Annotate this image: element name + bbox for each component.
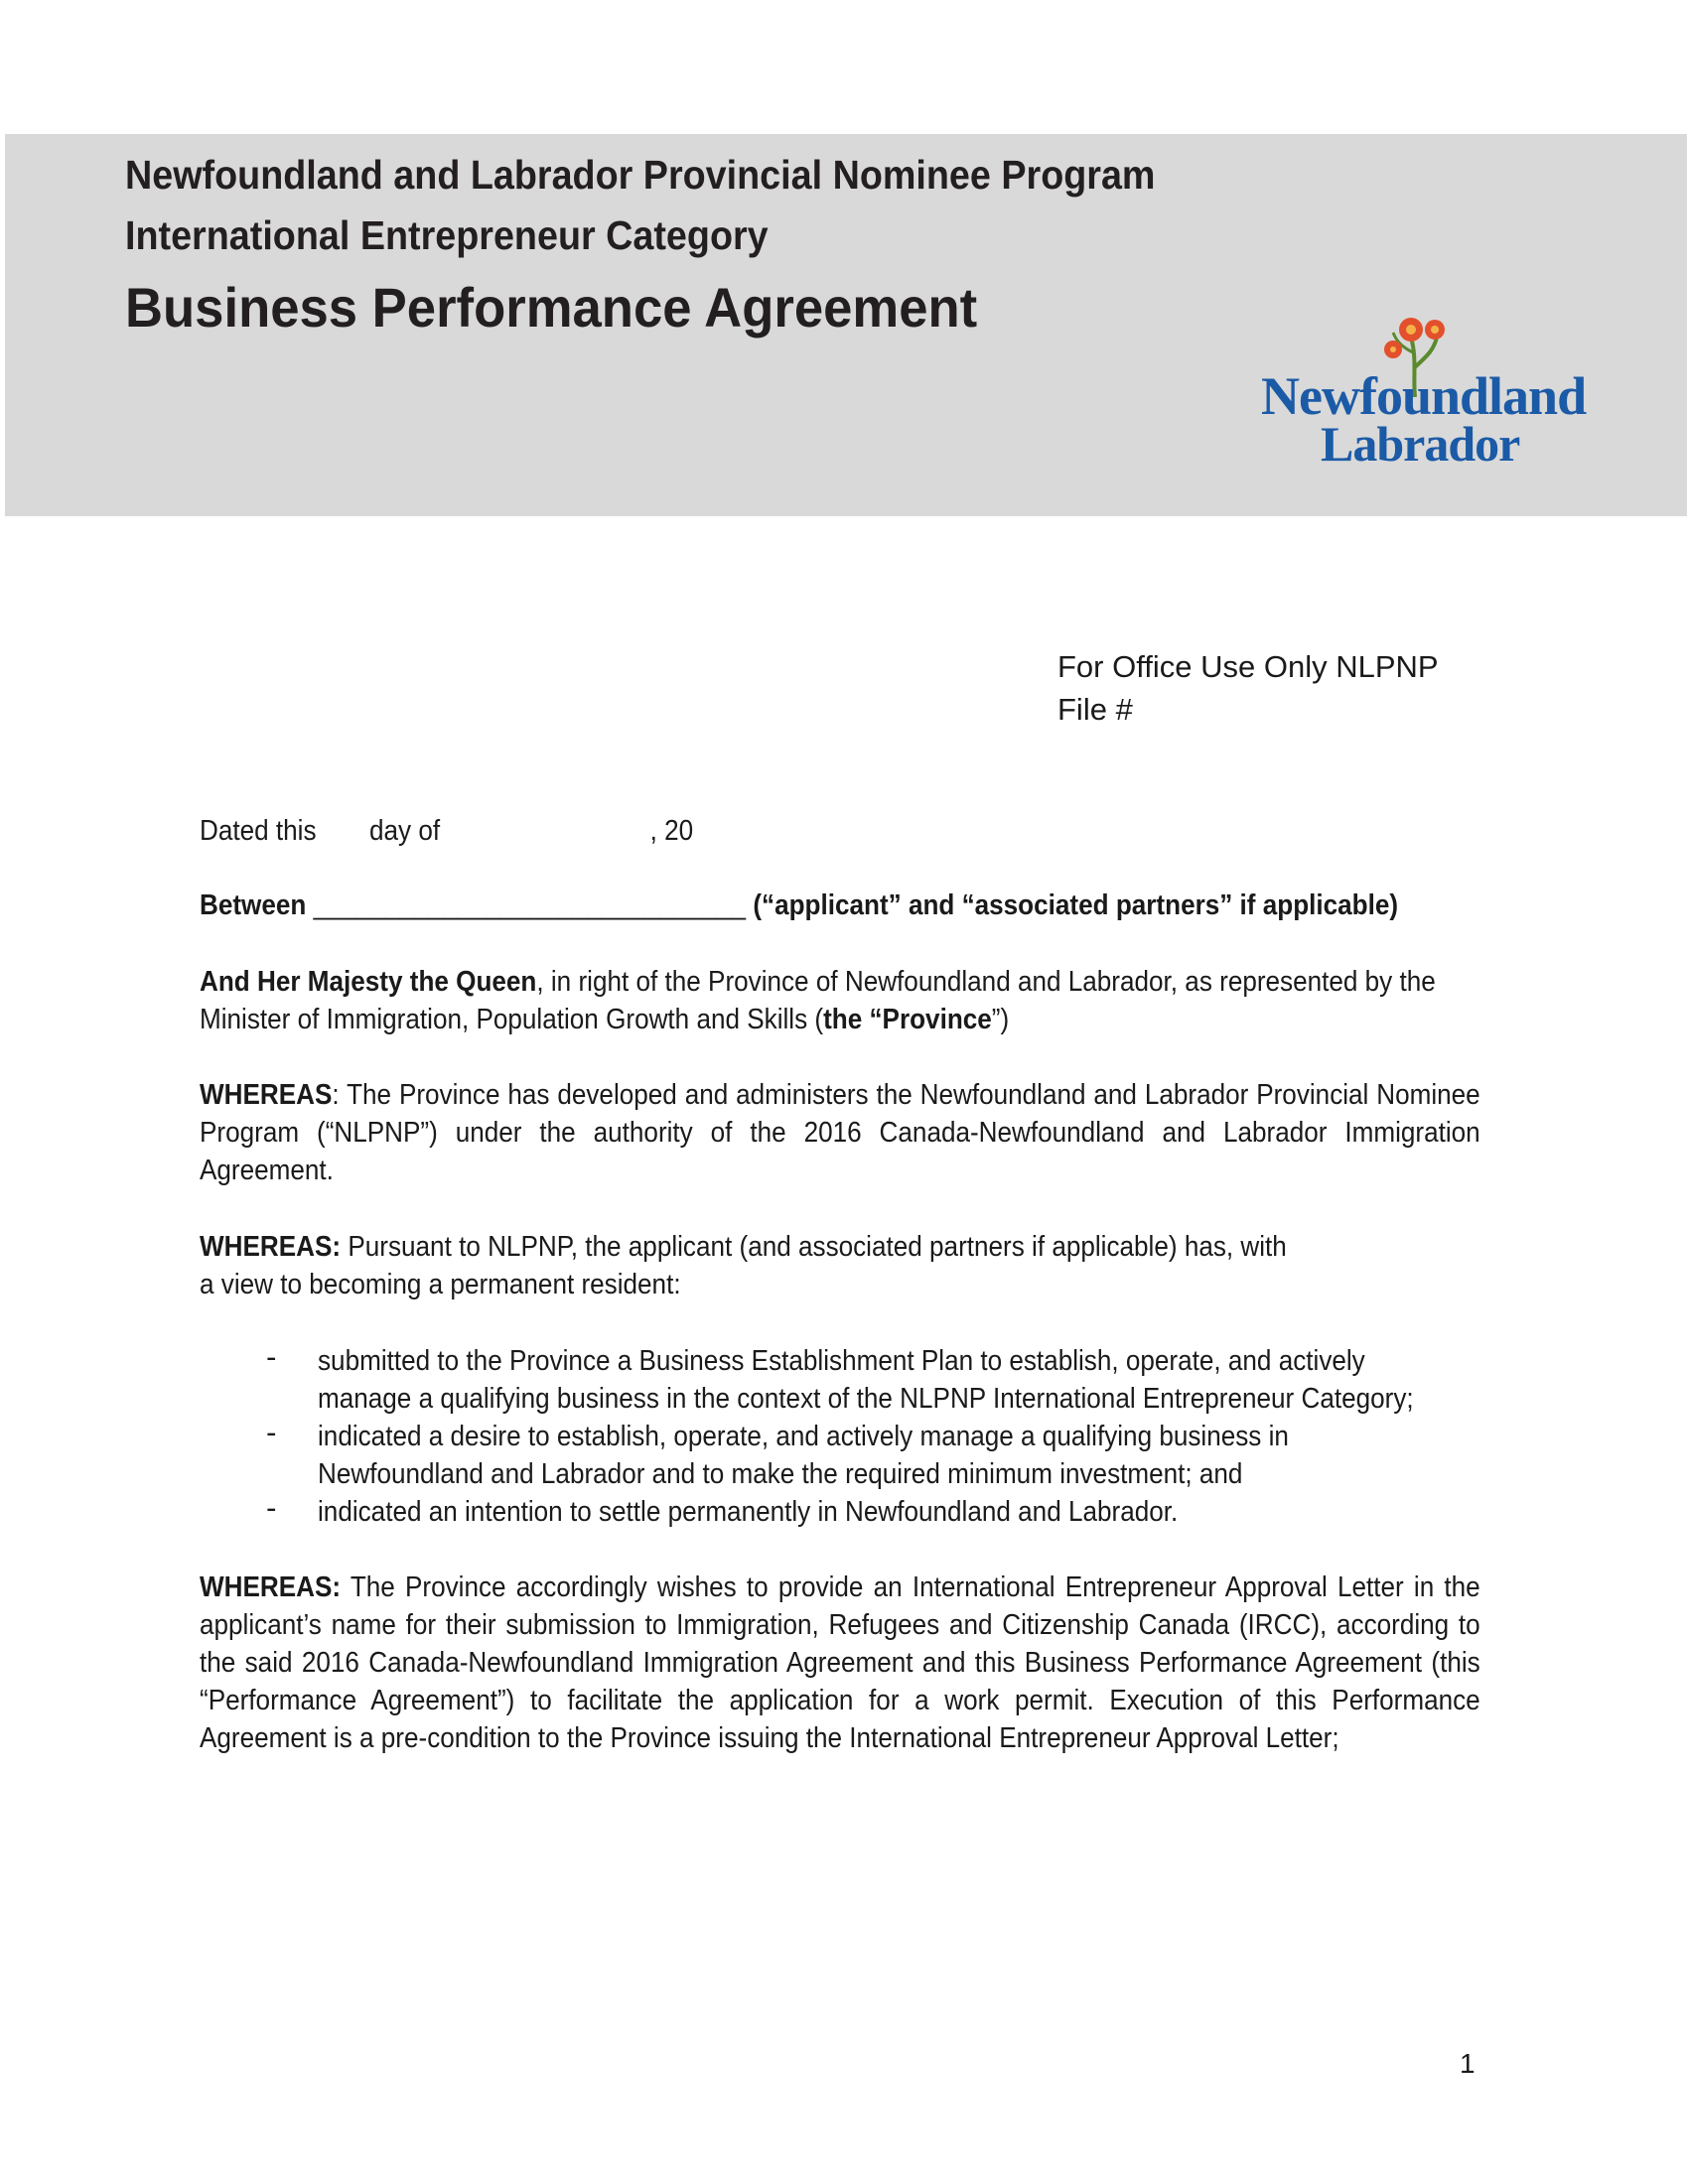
document-title: Business Performance Agreement [125, 276, 978, 339]
bullet-marker: - [266, 1340, 277, 1374]
queen-paragraph [200, 963, 1480, 1038]
whereas-text: : The Province has developed and administers the Newfoundland and Labrador Provincial Nominee Program (“NLPNP”) under the authority of the 2016 Canada-Newfoundland and Labrador Immigration Agreement. [200, 1079, 1480, 1186]
whereas-label: WHEREAS: [200, 1571, 342, 1603]
queen-text: , in right of the Province of Newfoundland and Labrador, as represented by the Minister of Immigration, Population Growth and Skills ( [200, 966, 1436, 1035]
queen-close: ”) [991, 1004, 1010, 1035]
list-item: submitted to the Province a Business Establishment Plan to establish, operate, and actively manage a qualifying business in the context of the NLPNP International Entrepreneur Category; [318, 1345, 1414, 1415]
whereas-label: WHEREAS: [200, 1231, 342, 1263]
applicant-name-blank: ______________________________ [313, 889, 747, 921]
bullet-marker: - [266, 1416, 277, 1449]
program-name: Newfoundland and Labrador Provincial Nominee Program [125, 152, 1156, 198]
whereas-label: WHEREAS [200, 1079, 333, 1111]
province-term: the “Province [823, 1004, 992, 1035]
bullet-marker: - [266, 1491, 277, 1525]
whereas-text: The Province accordingly wishes to provide an International Entrepreneur Approval Letter in the applicant’s name for their submission to Immigration, Refugees and Citizenship Canada (IRCC), according to the said 2016 Canada-Newfoundland Immigration Agreement and this Business Performance Agreement (this “Performance Agreement”) to facilitate the application for a work permit. Execution of this Performance Agreement is a pre-condition to the Province issuing the International Entrepreneur Approval Letter; [200, 1571, 1480, 1754]
whereas-paragraph-1 [200, 1076, 1480, 1189]
office-use-label: For Office Use Only NLPNP [1057, 649, 1439, 684]
nl-logo [1261, 308, 1587, 472]
dated-line [200, 812, 1480, 852]
whereas-paragraph-3 [200, 1569, 1480, 1757]
dated-this-label: Dated this [200, 815, 317, 847]
file-number-label: File # [1057, 692, 1133, 727]
year-label: , 20 [649, 815, 694, 847]
whereas-paragraph-2 [200, 1228, 1480, 1303]
logo-text-newfoundland: Newfoundland [1261, 366, 1587, 426]
parties-note: (“applicant” and “associated partners” if applicable) [753, 889, 1399, 921]
whereas-text: Pursuant to NLPNP, the applicant (and associated partners if applicable) has, with a view to becoming a permanent resident: [200, 1231, 1287, 1300]
between-line [200, 887, 1480, 924]
queen-lead: And Her Majesty the Queen [200, 966, 537, 998]
between-label: Between [200, 889, 307, 921]
category-name: International Entrepreneur Category [125, 212, 769, 258]
logo-text-labrador: Labrador [1321, 416, 1520, 472]
list-item: indicated an intention to settle permanently in Newfoundland and Labrador. [318, 1496, 1179, 1528]
day-of-label: day of [369, 815, 441, 847]
list-item: indicated a desire to establish, operate, and actively manage a qualifying business in Newfoundland and Labrador and to make the required minimum investment; and [318, 1421, 1289, 1490]
page-number: 1 [1460, 2048, 1476, 2079]
office-use-box [1057, 645, 1439, 731]
